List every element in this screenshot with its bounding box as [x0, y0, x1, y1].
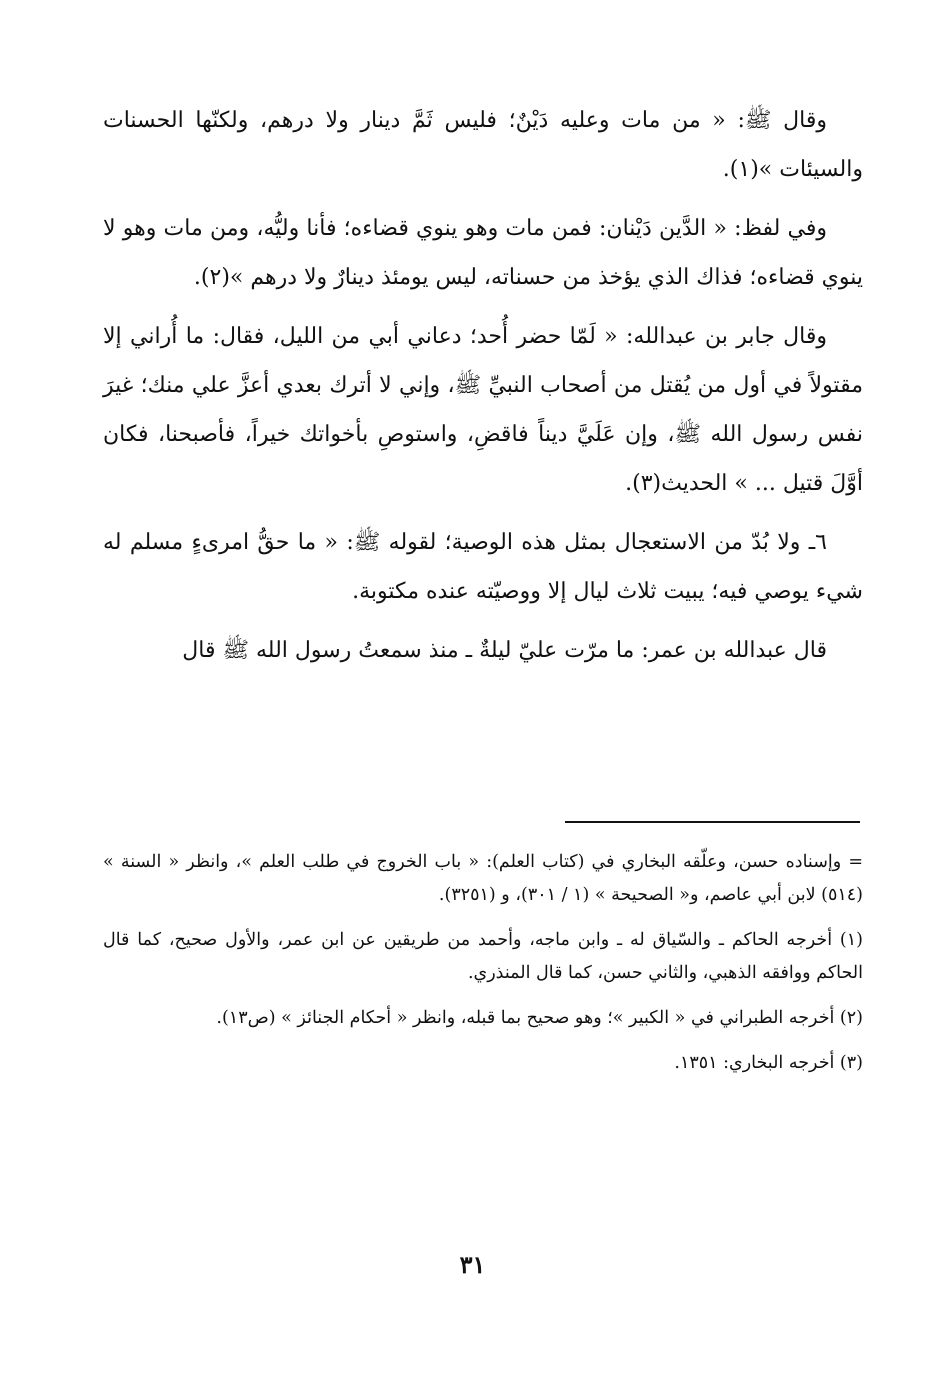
footnote-separator: [565, 821, 860, 823]
paragraph-2: وفي لفظ: « الدَّين دَيْنان: فمن مات وهو ينوي قضاءه؛ فأنا وليُّه، ومن مات وهو لا ينوي قضاءه؛ فذاك الذي يؤخذ من حسناته، ليس يومئذ دينارٌ ولا درهم »(٢).: [103, 216, 863, 290]
footnote-3: (٣) أخرجه البخاري: ١٣٥١.: [674, 1053, 863, 1073]
paragraph-5: قال عبدالله بن عمر: ما مرّت عليّ ليلةٌ ـ منذ سمعتُ رسول الله ﷺ قال: [182, 638, 827, 663]
paragraph-4: ٦ـ ولا بُدّ من الاستعجال بمثل هذه الوصية؛ لقوله ﷺ: « ما حقُّ امرىءٍ مسلم له شيء يوصي فيه؛ يبيت ثلاث ليال إلا ووصيّته عنده مكتوبة.: [103, 530, 863, 604]
footnote-continuation: = وإسناده حسن، وعلّقه البخاري في (كتاب العلم): « باب الخروج في طلب العلم »، وانظر « السنة » (٥١٤) لابن أبي عاصم، و« الصحيحة » (١ / ٣٠١)، و (٣٢٥١).: [103, 852, 863, 905]
footnotes: [103, 846, 863, 1092]
page-number: ٣١: [459, 1250, 486, 1279]
main-text: [103, 96, 863, 685]
paragraph-3: وقال جابر بن عبدالله: « لَمّا حضر أُحد؛ دعاني أبي من الليل، فقال: ما أُراني إلا مقتولاً في أول من يُقتل من أصحاب النبيِّ ﷺ، وإني لا أترك بعدي أعزَّ علي منك؛ غيرَ نفس رسول الله ﷺ، وإن عَلَيَّ ديناً فاقضِ، واستوصِ بأخواتك خيراً، فأصبحنا، فكان أوَّلَ قتيل ... » الحديث(٣).: [103, 324, 863, 496]
paragraph-1: وقال ﷺ: « من مات وعليه دَيْنٌ؛ فليس ثَمَّ دينار ولا درهم، ولكنّها الحسنات والسيئات »(١).: [103, 108, 863, 182]
footnote-2: (٢) أخرجه الطبراني في « الكبير »؛ وهو صحيح بما قبله، وانظر « أحكام الجنائز » (ص١٣).: [216, 1008, 863, 1028]
footnote-1: (١) أخرجه الحاكم ـ والسّياق له ـ وابن ماجه، وأحمد من طريقين عن ابن عمر، والأول صحيح، كما قال الحاكم ووافقه الذهبي، والثاني حسن، كما قال المنذري.: [103, 930, 863, 983]
